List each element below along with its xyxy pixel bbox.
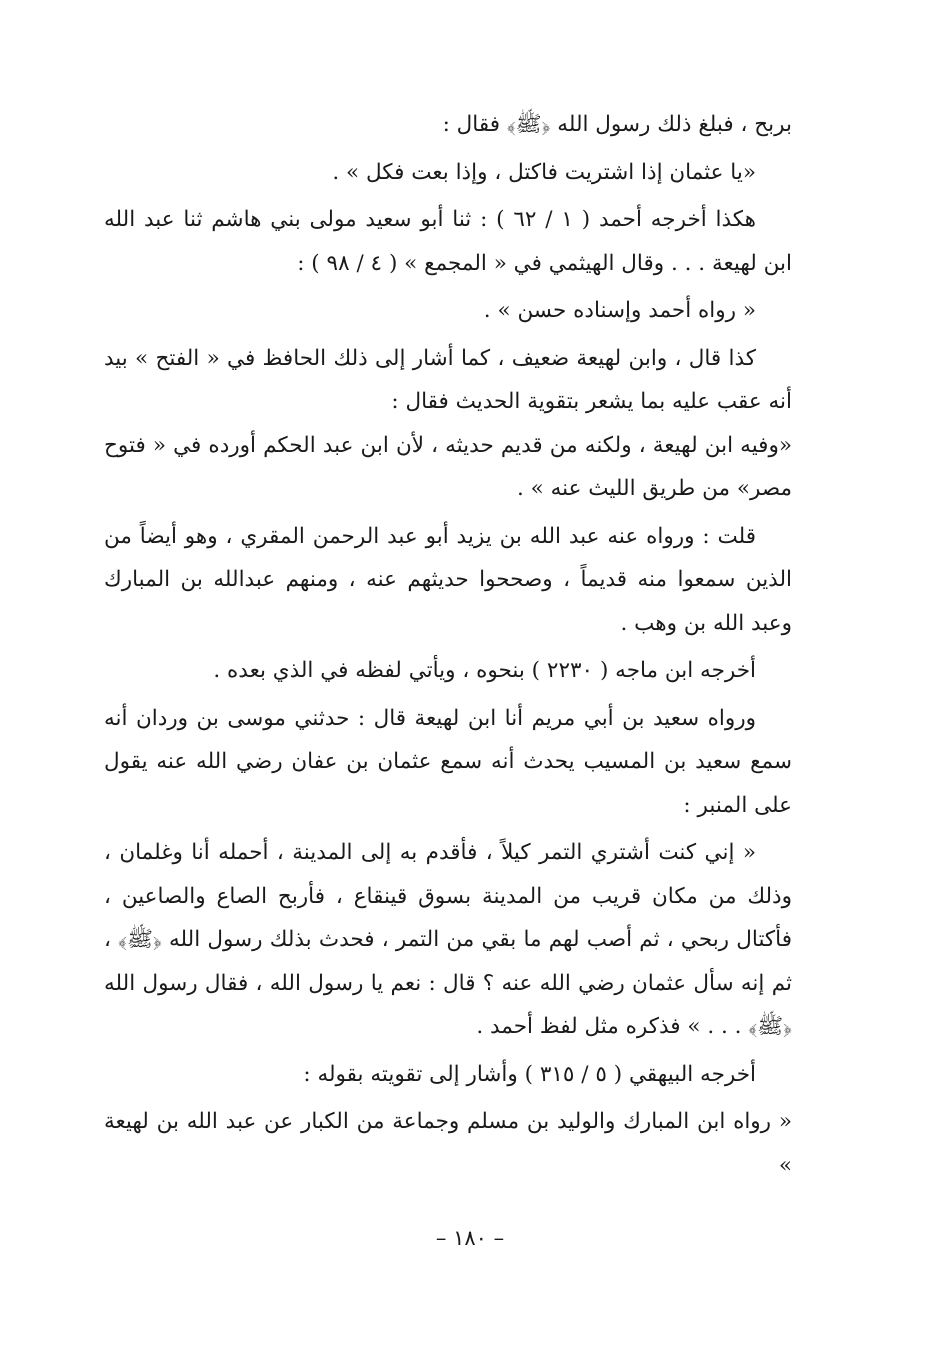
paragraph-8: أخرجه ابن ماجه ( ٢٢٣٠ ) بنحوه ، ويأتي لفظه في الذي بعده . [213, 658, 756, 683]
paragraph-10: « إني كنت أشتري التمر كيلاً ، فأقدم به إلى المدينة ، أحمله أنا وغلمان ، وذلك من مكان قريب من المدينة بسوق قينقاع ، فأربح الصاع والصاعين ، فأكتال ربحي ، ثم أصب لهم ما بقي من التمر ، فحدث بذلك رسول الله ﴿ﷺ﴾ ، ثم إنه سأل عثمان رضي الله عنه ؟ قال : نعم يا رسول الله ، فقال رسول الله ﴿ﷺ﴾ . . . » فذكره مثل لفظ أحمد . [104, 840, 792, 1039]
paragraph-5: كذا قال ، وابن لهيعة ضعيف ، كما أشار إلى ذلك الحافظ في « الفتح » بيد أنه عقب عليه بما يشعر بتقوية الحديث فقال : [104, 345, 792, 414]
paragraph-2: «يا عثمان إذا اشتريت فاكتل ، وإذا بعت فكل » . [332, 159, 756, 185]
paragraph-6: «وفيه ابن لهيعة ، ولكنه من قديم حديثه ، لأن ابن عبد الحكم أورده في « فتوح مصر» من طريق الليث عنه » . [104, 432, 792, 501]
paragraph-12: « رواه ابن المبارك والوليد بن مسلم وجماعة من الكبار عن عبد الله بن لهيعة » [104, 1109, 792, 1178]
page-number: – ١٨٠ – [435, 1226, 505, 1250]
paragraph-7: قلت : ورواه عنه عبد الله بن يزيد أبو عبد الرحمن المقري ، وهو أيضاً من الذين سمعوا منه قديماً ، وصححوا حديثهم عنه ، ومنهم عبدالله بن المبارك وعبد الله بن وهب . [104, 523, 792, 636]
body-text [104, 103, 792, 1187]
paragraph-11: أخرجه البيهقي ( ٥ / ٣١٥ ) وأشار إلى تقويته بقوله : [303, 1061, 756, 1087]
paragraph-9: ورواه سعيد بن أبي مريم أنا ابن لهيعة قال : حدثني موسى بن وردان أنه سمع سعيد بن المسيب يحدث أنه سمع عثمان بن عفان رضي الله عنه يقول على المنبر : [104, 705, 792, 818]
paragraph-4: « رواه أحمد وإسناده حسن » . [483, 298, 756, 323]
paragraph-1: بربح ، فبلغ ذلك رسول الله ﴿ﷺ﴾ فقال : [442, 112, 792, 137]
paragraph-3: هكذا أخرجه أحمد ( ١ / ٦٢ ) : ثنا أبو سعيد مولى بني هاشم ثنا عبد الله ابن لهيعة . . . وقال الهيثمي في « المجمع » ( ٤ / ٩٨ ) : [104, 207, 792, 276]
